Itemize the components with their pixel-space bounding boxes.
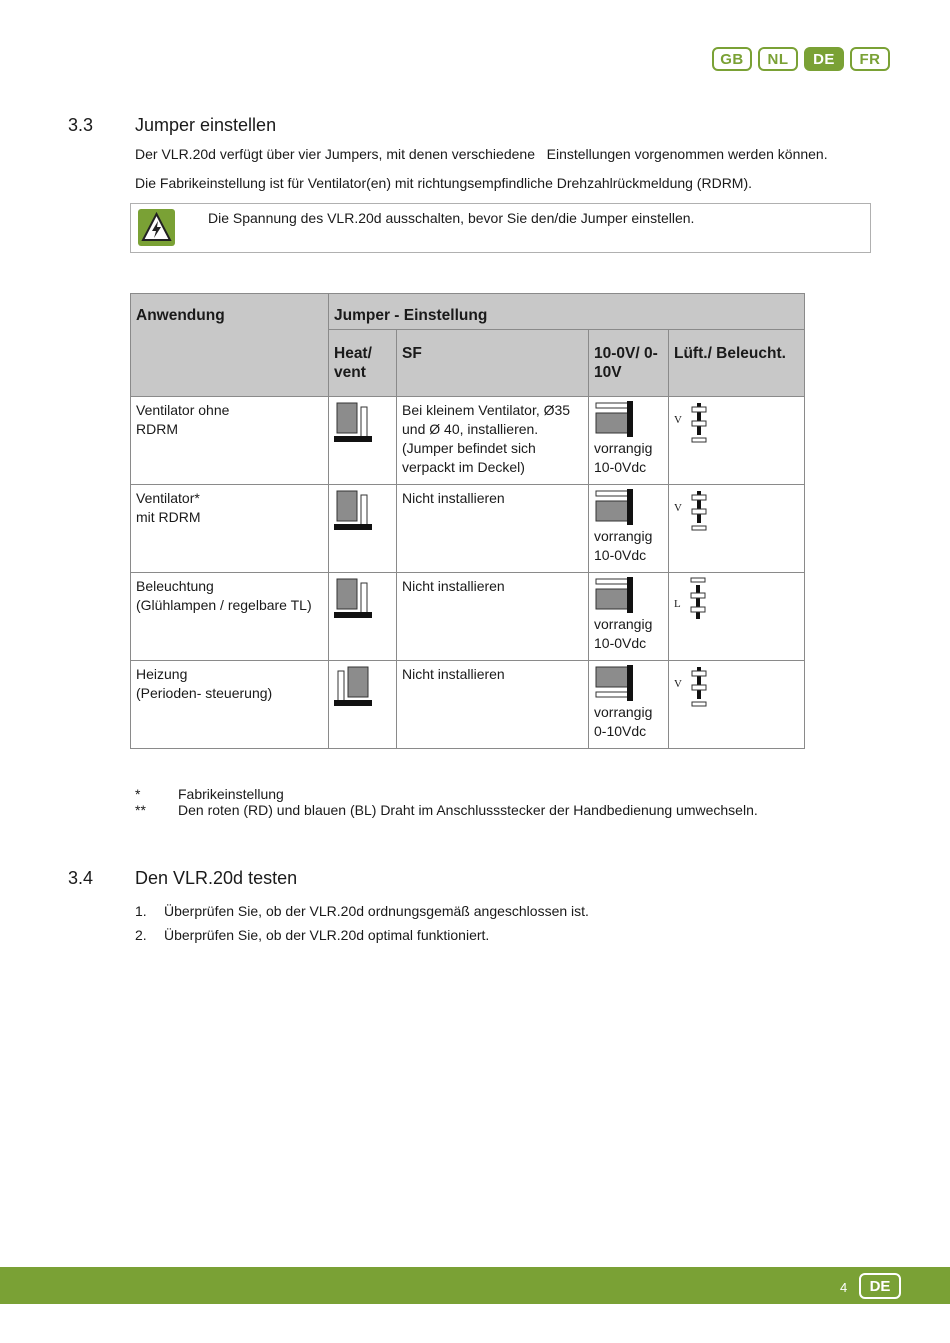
high-voltage-warning-icon <box>138 209 175 246</box>
jumper-diagram-icon <box>690 665 710 709</box>
jumper-diagram-icon <box>334 577 374 619</box>
language-tabs <box>712 47 890 71</box>
application-label: Ventilator ohne <box>136 402 230 418</box>
table-row <box>131 397 805 485</box>
col-10v: 10-0V/ 0-10V <box>589 330 669 397</box>
list-number: 2. <box>135 927 147 943</box>
application-cell <box>131 485 329 573</box>
list-item <box>135 899 589 923</box>
footnote-text: Den roten (RD) und blauen (BL) Draht im Anschlussstecker der Handbedienung umwechseln. <box>178 802 758 818</box>
sf-cell: Nicht installieren <box>397 485 589 573</box>
voltage-priority: vorrangig <box>594 704 653 720</box>
jumper-diagram-icon <box>594 577 638 613</box>
mode-letter: L <box>674 598 681 610</box>
intro-paragraph: Der VLR.20d verfügt über vier Jumpers, mit denen verschiedene Einstellungen vorgenommen werden können. <box>135 146 828 162</box>
application-cell <box>131 397 329 485</box>
heat-vent-cell <box>329 397 397 485</box>
jumper-diagram-icon <box>594 665 638 701</box>
jumper-diagram-icon <box>334 489 374 531</box>
lueft-cell <box>669 573 805 661</box>
heat-vent-cell <box>329 573 397 661</box>
warning-box <box>130 203 871 253</box>
lang-tab-gb[interactable]: GB <box>712 47 752 71</box>
footnote-text: Fabrikeinstellung <box>178 786 284 802</box>
application-sublabel: RDRM <box>136 421 178 437</box>
list-number: 1. <box>135 903 147 919</box>
voltage-cell <box>589 573 669 661</box>
voltage-mode: 10-0Vdc <box>594 547 647 563</box>
col-heat-vent: Heat/ vent <box>329 330 397 397</box>
col-jumper-setting: Jumper - Einstellung <box>329 294 805 330</box>
jumper-table <box>130 293 805 749</box>
application-sublabel: (Perioden- steuerung) <box>136 685 273 701</box>
lang-tab-fr[interactable]: FR <box>850 47 890 71</box>
jumper-diagram-icon <box>689 577 709 621</box>
application-cell <box>131 661 329 749</box>
list-text: Überprüfen Sie, ob der VLR.20d optimal funktioniert. <box>164 927 490 943</box>
application-label: Heizung <box>136 666 188 682</box>
sf-cell: Nicht installieren <box>397 661 589 749</box>
voltage-priority: vorrangig <box>594 616 653 632</box>
application-label: Ventilator* <box>136 490 200 506</box>
voltage-mode: 10-0Vdc <box>594 635 647 651</box>
footnote-mark: ** <box>135 802 146 818</box>
lueft-cell <box>669 485 805 573</box>
section-number: 3.3 <box>68 115 94 135</box>
jumper-diagram-icon <box>594 489 638 525</box>
footnotes <box>135 786 758 818</box>
footnote <box>135 786 758 802</box>
footer-lang-tab[interactable]: DE <box>859 1273 901 1299</box>
lang-tab-nl[interactable]: NL <box>758 47 798 71</box>
heat-vent-cell <box>329 661 397 749</box>
sf-cell: Nicht installieren <box>397 573 589 661</box>
col-application: Anwendung <box>131 294 329 397</box>
jumper-diagram-icon <box>334 401 374 443</box>
col-lueft-beleucht: Lüft./ Beleucht. <box>669 330 805 397</box>
warning-text: Die Spannung des VLR.20d ausschalten, bevor Sie den/die Jumper einstellen. <box>208 210 695 226</box>
application-sublabel: (Glühlampen / regelbare TL) <box>136 597 312 613</box>
col-sf: SF <box>397 330 589 397</box>
application-label: Beleuchtung <box>136 578 214 594</box>
page-number: 4 <box>840 1280 848 1295</box>
heat-vent-cell <box>329 485 397 573</box>
jumper-diagram-icon <box>594 401 638 437</box>
table-row <box>131 573 805 661</box>
factory-setting-paragraph: Die Fabrikeinstellung ist für Ventilator(en) mit richtungsempfindliche Drehzahlrückmeldung (RDRM). <box>135 175 753 191</box>
lang-tab-de[interactable]: DE <box>804 47 844 71</box>
jumper-diagram-icon <box>690 401 710 445</box>
voltage-cell <box>589 485 669 573</box>
application-sublabel: mit RDRM <box>136 509 201 525</box>
table-row <box>131 661 805 749</box>
jumper-diagram-icon <box>690 489 710 533</box>
application-cell <box>131 573 329 661</box>
table-row <box>131 485 805 573</box>
footnote-mark: * <box>135 786 141 802</box>
voltage-priority: vorrangig <box>594 440 653 456</box>
mode-letter: V <box>674 414 682 426</box>
list-text: Überprüfen Sie, ob der VLR.20d ordnungsgemäß angeschlossen ist. <box>164 903 589 919</box>
test-steps-list <box>135 899 589 947</box>
section-title: Den VLR.20d testen <box>135 868 298 888</box>
voltage-mode: 0-10Vdc <box>594 723 647 739</box>
footer-bar <box>0 1267 950 1304</box>
section-title: Jumper einstellen <box>135 115 277 135</box>
footnote <box>135 802 758 818</box>
voltage-mode: 10-0Vdc <box>594 459 647 475</box>
section-number: 3.4 <box>68 868 94 888</box>
voltage-cell <box>589 661 669 749</box>
list-item <box>135 923 589 947</box>
mode-letter: V <box>674 678 682 690</box>
voltage-cell <box>589 397 669 485</box>
mode-letter: V <box>674 502 682 514</box>
lueft-cell <box>669 397 805 485</box>
sf-cell: Bei kleinem Ventilator, Ø35 und Ø 40, installieren. (Jumper befindet sich verpackt im Deckel) <box>397 397 589 485</box>
voltage-priority: vorrangig <box>594 528 653 544</box>
lueft-cell <box>669 661 805 749</box>
jumper-diagram-icon <box>334 665 374 707</box>
